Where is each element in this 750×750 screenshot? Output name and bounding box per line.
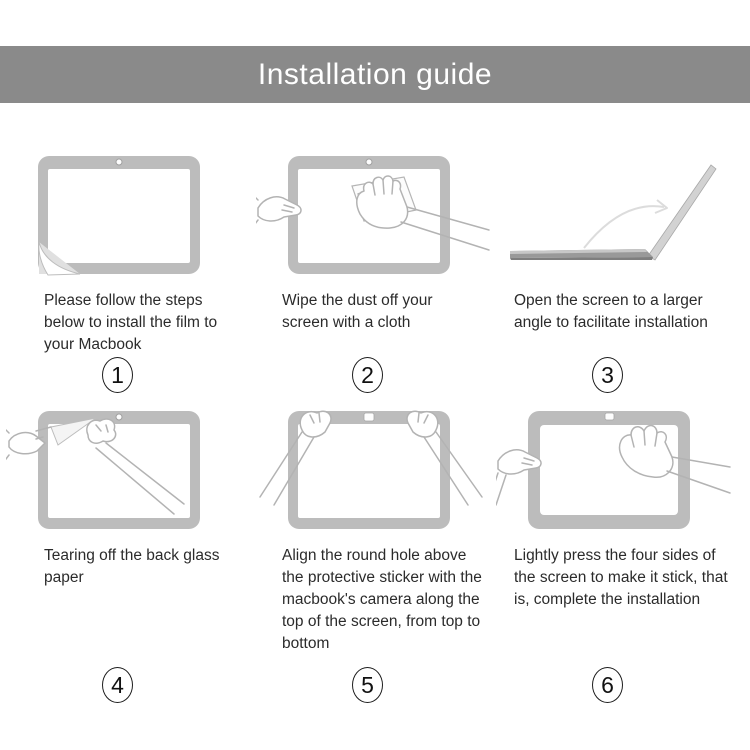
step-1-number-wrap — [0, 357, 235, 393]
step-6-caption: Lightly press the four sides of the screen to make it stick, that is, complete the installation — [514, 547, 728, 608]
step-2 — [250, 150, 490, 405]
step-1-caption: Please follow the steps below to install the film to your Macbook — [44, 292, 218, 353]
step-5-caption: Align the round hole above the protective sticker with the macbook's camera along the top of the screen, from top to bottom — [282, 547, 482, 652]
steps-grid — [0, 150, 750, 715]
screen-film-peel-corner-icon — [6, 150, 241, 282]
step-4-illustration-box — [6, 405, 241, 537]
step-5-illustration-box — [256, 405, 491, 537]
hands-aligning-film-icon — [256, 405, 491, 537]
header-banner — [0, 46, 750, 103]
step-4 — [0, 405, 250, 715]
hands-tearing-back-paper-icon — [6, 405, 241, 537]
step-5 — [250, 405, 490, 715]
step-4-number-wrap — [0, 667, 235, 703]
step-3-number-wrap — [490, 357, 725, 393]
step-2-illustration-box — [256, 150, 491, 282]
step-6-illustration-box — [496, 405, 731, 537]
step-2-number-wrap — [250, 357, 485, 393]
step-2-caption: Wipe the dust off your screen with a cloth — [282, 292, 433, 331]
step-1-number-badge: 1 — [102, 357, 133, 393]
step-4-caption: Tearing off the back glass paper — [44, 547, 220, 586]
step-6-number-badge: 6 — [592, 667, 623, 703]
step-5-number-badge: 5 — [352, 667, 383, 703]
hands-wiping-screen-cloth-icon — [256, 150, 491, 282]
hand-pressing-screen-icon — [496, 405, 731, 537]
step-1-illustration-box — [6, 150, 241, 282]
step-3-illustration-box — [496, 150, 731, 282]
step-2-number-badge: 2 — [352, 357, 383, 393]
step-1 — [0, 150, 250, 405]
page-title: Installation guide — [257, 57, 493, 91]
step-3-number-badge: 3 — [592, 357, 623, 393]
step-6-number-wrap — [490, 667, 725, 703]
step-3 — [490, 150, 750, 405]
laptop-open-wide-angle-icon — [496, 150, 731, 282]
step-4-number-badge: 4 — [102, 667, 133, 703]
step-3-caption: Open the screen to a larger angle to facilitate installation — [514, 292, 708, 331]
step-5-number-wrap — [250, 667, 485, 703]
step-6 — [490, 405, 750, 715]
